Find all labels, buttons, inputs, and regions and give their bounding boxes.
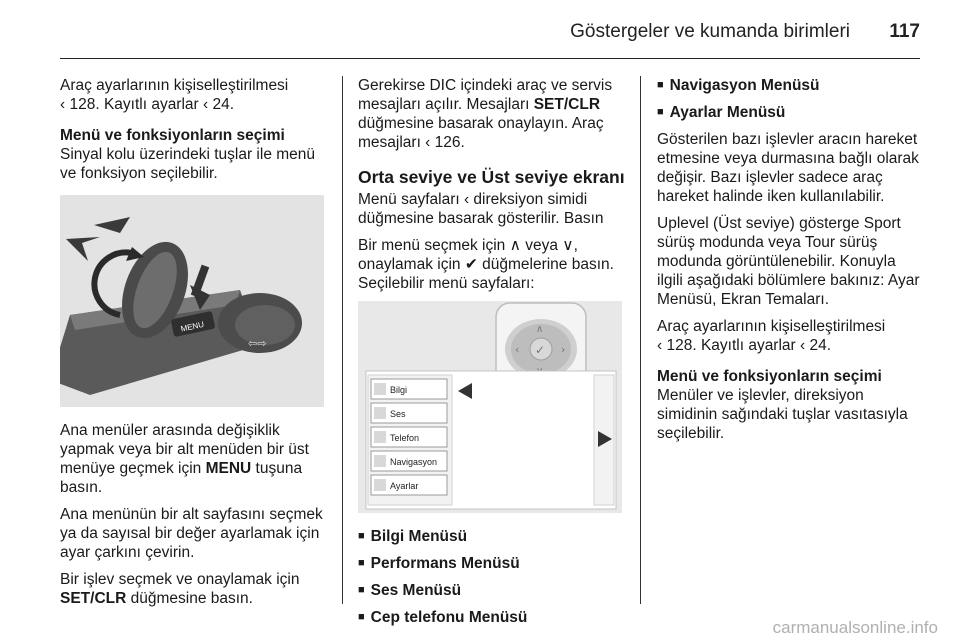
paragraph: Araç ayarlarının kişiselleştirilmesi ‹ 128. Kayıtlı ayarlar ‹ 24. — [657, 318, 886, 354]
list-item: ■ Performans Menüsü — [358, 554, 628, 575]
column-2 — [358, 76, 628, 635]
section-text: Menüler ve işlevler, direksiyon simidinin sağındaki tuşlar vasıtasıyla seçilebilir. — [657, 387, 908, 442]
paragraph: Ana menünün bir alt sayfasını seçmek ya da sayısal bir değer ayarlamak için ayar çarkını çevirin. — [60, 506, 323, 561]
section-heading: Menü ve fonksiyonların seçimi — [60, 127, 285, 144]
column-divider — [640, 76, 641, 604]
chevron-up-icon: ∧ — [536, 324, 544, 335]
paragraph: Ana menüler arasında değişiklik yapmak veya bir alt menüden bir üst menüye geçmek için MENU tuşuna basın. — [60, 422, 309, 496]
lever-illustration — [60, 195, 324, 407]
page-title: Göstergeler ve kumanda birimleri — [570, 21, 850, 42]
list-item: ■ Cep telefonu Menüsü — [358, 608, 628, 629]
chevron-left-icon: ‹ — [515, 343, 520, 356]
watermark: carmanualsonline.info — [772, 618, 938, 637]
menu-pages-list — [358, 527, 628, 629]
paragraph: Gösterilen bazı işlevler aracın hareket etmesine veya durmasına bağlı olarak değişir. Bazı işlevler sadece araç hareket halinde iken kullanılabilir. — [657, 131, 919, 205]
list-item: ■ Bilgi Menüsü — [358, 527, 628, 548]
chevron-right-icon: › — [561, 343, 566, 356]
svg-text:Ayarlar: Ayarlar — [390, 481, 419, 491]
menu-pages-list-continued — [657, 76, 925, 124]
paragraph: Bir işlev seçmek ve onaylamak için SET/CLR düğmesine basın. — [60, 571, 300, 607]
turn-signal-lever-figure — [60, 195, 324, 407]
menu-button-label: MENU — [179, 319, 205, 334]
paragraph: Menü sayfaları ‹ direksiyon simidi düğmesine basarak gösterilir. Basın — [358, 191, 604, 227]
svg-text:Bilgi: Bilgi — [390, 385, 408, 395]
list-item: ■ Navigasyon Menüsü — [657, 76, 925, 97]
list-item: ■ Ses Menüsü — [358, 581, 628, 602]
display-menu-item — [371, 379, 447, 399]
cross-reference: ‹ 128. Kayıtlı ayarlar ‹ 24. — [60, 96, 235, 113]
svg-text:Navigasyon: Navigasyon — [390, 457, 438, 467]
intro-paragraph: Araç ayarlarının kişiselleştirilmesi ‹ 128. Kayıtlı ayarlar ‹ 24. — [60, 77, 289, 113]
paragraph: Bir menü seçmek için ∧ veya ∨, onaylamak için ✔ düğmelerine basın. Seçilebilir menü sayfaları: — [358, 237, 614, 292]
column-divider — [342, 76, 343, 604]
column-3 — [657, 76, 925, 451]
paragraph: Gerekirse DIC içindeki araç ve servis mesajları açılır. Mesajları SET/CLR düğmesine basarak onaylayın. Araç mesajları ‹ 126. — [358, 77, 613, 151]
section-heading: Menü ve fonksiyonların seçimi — [657, 368, 882, 385]
section-heading: Orta seviye ve Üst seviye ekranı — [358, 167, 625, 187]
cross-reference: ‹ 128. Kayıtlı ayarlar ‹ 24. — [657, 337, 832, 354]
display-menu-item — [371, 403, 447, 423]
list-item: ■ Ayarlar Menüsü — [657, 103, 925, 124]
display-menu-item — [371, 427, 447, 447]
confirm-icon: ✓ — [535, 343, 546, 357]
page-header — [60, 18, 920, 59]
page-number: 117 — [889, 21, 920, 42]
svg-text:⇦⇨: ⇦⇨ — [248, 337, 267, 350]
column-1 — [60, 76, 328, 616]
svg-text:Telefon: Telefon — [390, 433, 420, 443]
svg-text:Ses: Ses — [390, 409, 406, 419]
display-menu-item — [371, 451, 447, 471]
paragraph: Uplevel (Üst seviye) gösterge Sport sürüş modunda veya Tour sürüş modunda görüntülenebilir. Konuyla ilgili aşağıdaki bölümlere bakınız: Ayar Menüsü, Ekran Temaları. — [657, 215, 920, 308]
display-menu-item — [371, 475, 447, 495]
section-text: Sinyal kolu üzerindeki tuşlar ile menü ve fonksiyon seçilebilir. — [60, 146, 316, 182]
display-menu-figure — [358, 301, 622, 513]
